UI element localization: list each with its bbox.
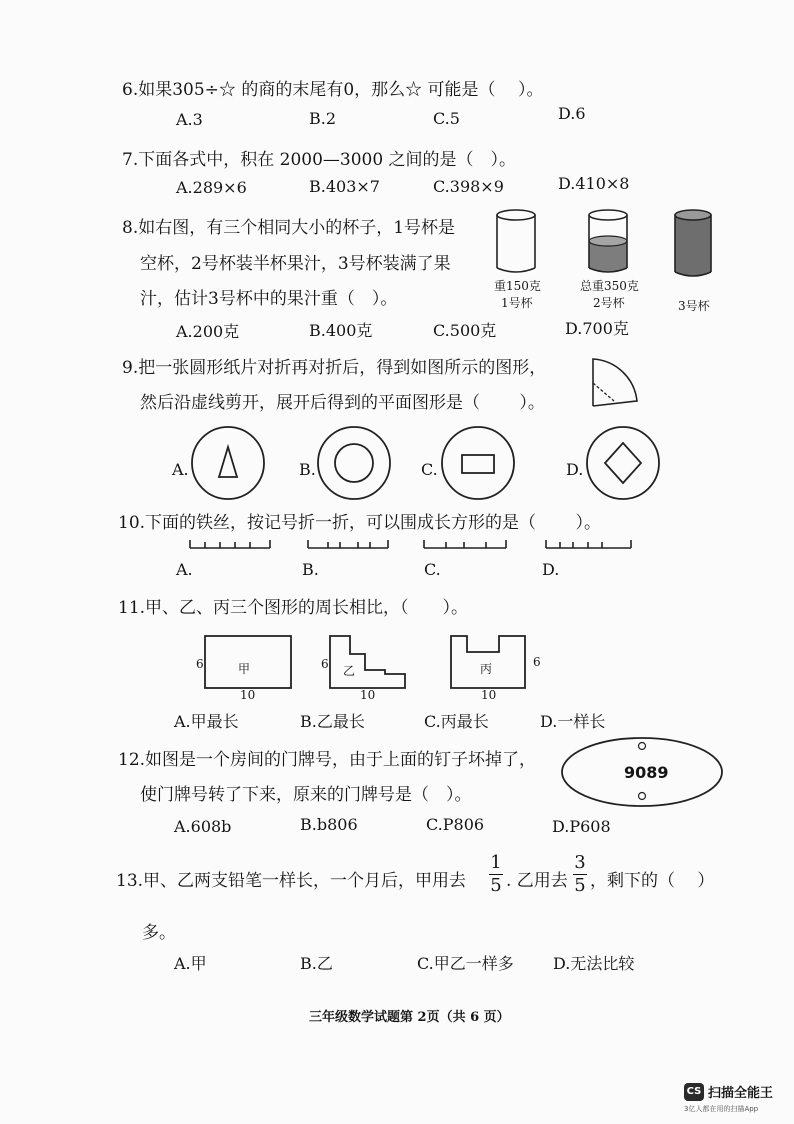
q9-line-1: 9.把一张圆形纸片对折再对折后，得到如图所示的图形， [122, 358, 547, 378]
cup-1-weight: 重150克 [494, 279, 541, 293]
q13-text-part-3: ，剩下的（ ） [590, 871, 715, 891]
q8-line-3: 汁，估计3号杯中的果汁重（ ）。 [140, 289, 398, 309]
watermark-tagline: 3亿人都在用的扫描App [684, 1105, 759, 1113]
q11-stem: 11.甲、乙、丙三个图形的周长相比，（ ）。 [118, 598, 469, 618]
q11-option-d: D.一样长 [540, 712, 606, 731]
q10-wires [188, 538, 638, 554]
cup-1-empty [497, 210, 535, 272]
q11-option-b: B.乙最长 [300, 712, 365, 731]
q12-option-c: C.P806 [426, 815, 485, 834]
door-plate-number: 9089 [624, 763, 669, 782]
quarter-circle-figure [590, 356, 640, 411]
q11-option-a: A.甲最长 [174, 712, 239, 731]
q6-option-d: D.6 [558, 104, 586, 123]
q10-option-b: B. [302, 560, 319, 579]
wire-c [424, 540, 506, 548]
q8-option-d: D.700克 [565, 319, 629, 338]
wire-a [190, 540, 270, 548]
q13-text-part-1: 13.甲、乙两支铅笔一样长，一个月后，甲用去 [116, 871, 467, 891]
q7-option-b: B.403×7 [309, 177, 380, 196]
q9-line-2: 然后沿虚线剪开，展开后得到的平面图形是（ ）。 [140, 393, 545, 413]
q8-line-2: 空杯，2号杯装半杯果汁，3号杯装满了果 [140, 254, 451, 274]
wire-d [546, 540, 631, 548]
q13-option-b: B.乙 [300, 954, 333, 973]
shape-bing-bottom-label: 10 [481, 688, 497, 702]
fraction-2-numerator: 3 [574, 852, 586, 873]
q13-fraction-2 [573, 853, 587, 896]
q13-option-d: D.无法比较 [553, 954, 635, 973]
shape-yi-name: 乙 [343, 664, 356, 678]
shape-yi-side-label: 6 [321, 657, 329, 671]
q6-option-b: B.2 [309, 109, 337, 128]
cup-2-half [589, 210, 627, 272]
q9-option-b: B. [299, 460, 316, 479]
q7-stem: 7.下面各式中，积在 2000—3000 之间的是（ ）。 [122, 150, 517, 170]
q9-option-a-figure [190, 425, 270, 505]
q10-option-d: D. [542, 560, 560, 579]
cup-2-weight: 总重350克 [580, 279, 639, 293]
fraction-1-denominator: 5 [490, 875, 502, 896]
fraction-1-numerator: 1 [490, 852, 502, 873]
q8-option-b: B.400克 [309, 321, 373, 340]
cup-2-label: 2号杯 [593, 296, 625, 310]
q11-option-c: C.丙最长 [424, 712, 489, 731]
camscanner-logo-icon: CS [684, 1083, 704, 1101]
cup-3-full [675, 210, 711, 276]
q6-stem: 6.如果305÷☆ 的商的末尾有0，那么☆ 可能是（ ）。 [122, 80, 544, 100]
q9-option-c: C. [421, 460, 438, 479]
shape-yi [330, 636, 405, 688]
q6-option-c: C.5 [433, 109, 460, 128]
q9-option-b-figure [316, 425, 396, 505]
shape-jia-side-label: 6 [196, 657, 204, 671]
q6-option-a: A.3 [176, 110, 203, 129]
q8-option-c: C.500克 [433, 321, 497, 340]
q12-line-2: 使门牌号转了下来，原来的门牌号是（ ）。 [140, 785, 472, 805]
q13-line-2: 多。 [142, 923, 176, 943]
shape-yi-bottom-label: 10 [360, 688, 376, 702]
q8-option-a: A.200克 [176, 322, 240, 341]
nail-hole-top-icon [639, 743, 646, 750]
q8-line-1: 8.如右图，有三个相同大小的杯子，1号杯是 [122, 218, 456, 238]
page-footer: 三年级数学试题第 2页（共 6 页） [309, 1010, 510, 1025]
q12-option-d: D.P608 [552, 817, 611, 836]
q13-option-a: A.甲 [174, 954, 207, 973]
q13-text-part-2: . 乙用去 [506, 871, 568, 891]
q12-option-a: A.608b [174, 817, 232, 836]
q9-option-c-figure [440, 425, 520, 505]
q12-line-1: 12.如图是一个房间的门牌号，由于上面的钉子坏掉了， [118, 750, 537, 770]
shape-bing-side-label: 6 [533, 655, 541, 669]
cups-figure [495, 208, 715, 288]
q9-option-a: A. [172, 460, 189, 479]
wire-b [308, 540, 388, 548]
watermark-name: 扫描全能王 [708, 1086, 774, 1101]
shape-jia-name: 甲 [238, 662, 251, 676]
q7-option-d: D.410×8 [558, 174, 630, 193]
q7-option-a: A.289×6 [176, 178, 247, 197]
q9-option-d-figure [585, 425, 665, 505]
q13-option-c: C.甲乙一样多 [417, 954, 514, 973]
shape-bing-name: 丙 [480, 662, 493, 676]
q13-fraction-1 [489, 853, 503, 896]
q10-stem: 10.下面的铁丝，按记号折一折，可以围成长方形的是（ ）。 [118, 513, 601, 533]
nail-hole-bottom-icon [639, 793, 646, 800]
q10-option-a: A. [176, 560, 193, 579]
cup-3-label: 3号杯 [678, 299, 710, 313]
q7-option-c: C.398×9 [433, 177, 504, 196]
shape-jia-bottom-label: 10 [240, 688, 256, 702]
q10-option-c: C. [424, 560, 441, 579]
fraction-2-denominator: 5 [574, 875, 586, 896]
cup-1-label: 1号杯 [501, 296, 533, 310]
q9-option-d: D. [566, 460, 584, 479]
q12-option-b: B.b806 [300, 815, 358, 834]
